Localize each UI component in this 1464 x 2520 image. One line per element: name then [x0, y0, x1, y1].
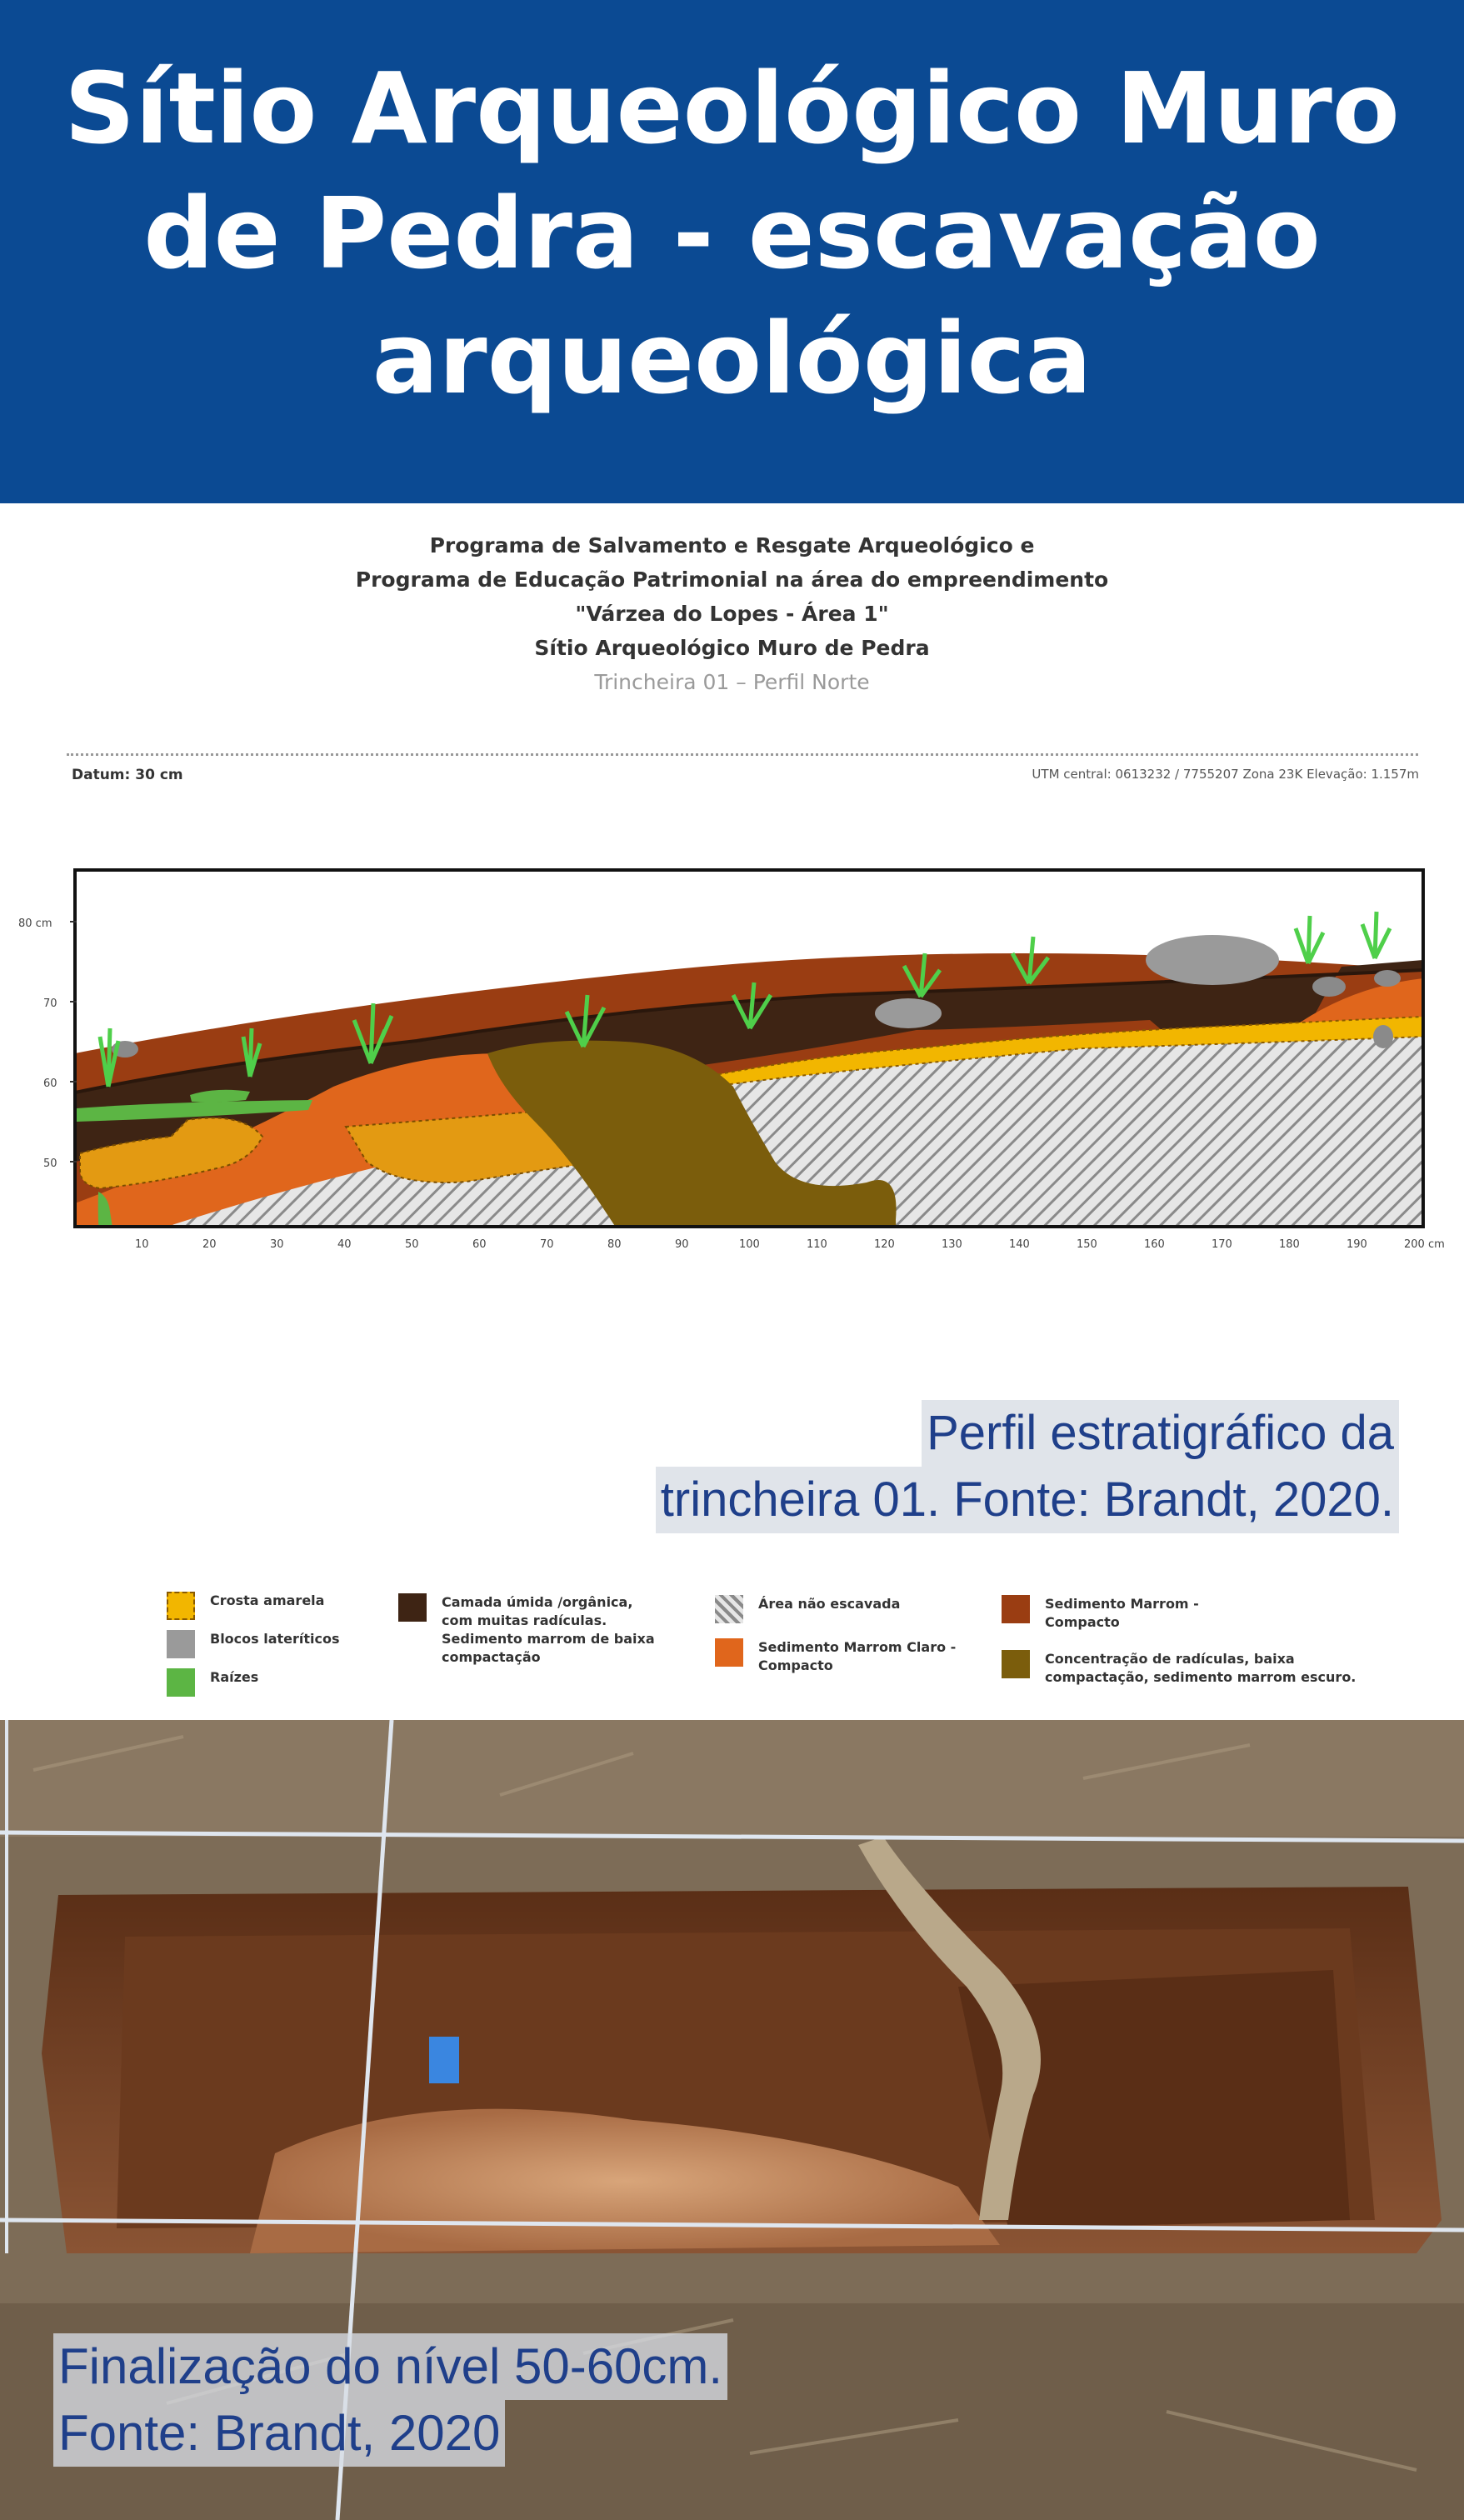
y-tick-label: 80 cm	[18, 918, 52, 930]
x-tick-label: 170	[1212, 1238, 1232, 1251]
x-tick-label: 70	[540, 1238, 554, 1251]
legend-swatch	[715, 1595, 743, 1623]
legend-swatch	[167, 1630, 195, 1658]
profile-caption-line-1: Perfil estratigráfico da	[922, 1400, 1399, 1467]
legend-item	[1002, 1650, 1402, 1687]
title-line-2: de Pedra - escavação	[143, 176, 1321, 291]
datum-label: Datum: 30 cm	[72, 767, 183, 783]
title-line-3: arqueológica	[372, 301, 1092, 416]
legend-swatch	[715, 1638, 743, 1667]
legend-label: Raízes	[210, 1669, 259, 1685]
photo-caption-line-2: Fonte: Brandt, 2020	[53, 2400, 505, 2467]
x-tick-label: 130	[942, 1238, 962, 1251]
legend-label: Camada úmida /orgânica, com muitas radículas. Sedimento marrom de baixa compactação	[442, 1594, 655, 1665]
legend-item	[715, 1638, 973, 1675]
x-tick-label: 10	[135, 1238, 149, 1251]
legend-item	[715, 1595, 973, 1623]
figure-header-line-3: "Várzea do Lopes - Área 1"	[575, 602, 889, 626]
x-tick-label: 30	[270, 1238, 284, 1251]
legend-label: Área não escavada	[758, 1596, 901, 1612]
figure-header-line-1: Programa de Salvamento e Resgate Arqueológico e	[429, 533, 1035, 558]
x-tick-label: 200 cm	[1404, 1238, 1445, 1251]
legend-item	[167, 1592, 383, 1620]
legend-swatch	[1002, 1650, 1030, 1678]
y-tick-label: 60	[43, 1078, 57, 1090]
legend-swatch	[1002, 1595, 1030, 1623]
x-tick-label: 110	[807, 1238, 827, 1251]
photo-caption-line-1: Finalização do nível 50-60cm.	[53, 2333, 727, 2400]
figure-header-line-2: Programa de Educação Patrimonial na área do empreendimento	[355, 568, 1109, 592]
x-tick-label: 190	[1347, 1238, 1367, 1251]
legend-label: Crosta amarela	[210, 1592, 325, 1608]
x-tick-label: 80	[607, 1238, 622, 1251]
x-tick-label: 150	[1077, 1238, 1097, 1251]
title-banner	[0, 0, 1464, 503]
legend-swatch	[167, 1592, 195, 1620]
legend-item	[398, 1593, 665, 1667]
legend-label: Sedimento Marrom - Compacto	[1045, 1596, 1199, 1630]
legend-item	[1002, 1595, 1402, 1632]
x-tick-label: 120	[874, 1238, 895, 1251]
legend-swatch	[398, 1593, 427, 1622]
figure-header-line-4: Sítio Arqueológico Muro de Pedra	[534, 636, 930, 660]
utm-label: UTM central: 0613232 / 7755207 Zona 23K Elevação: 1.157m	[1032, 767, 1419, 782]
x-tick-label: 180	[1279, 1238, 1300, 1251]
x-tick-label: 100	[739, 1238, 760, 1251]
x-tick-label: 40	[337, 1238, 352, 1251]
y-tick-label: 50	[43, 1158, 57, 1170]
title-line-1: Sítio Arqueológico Muro	[64, 51, 1400, 166]
x-tick-label: 20	[202, 1238, 217, 1251]
profile-caption-line-2: trincheira 01. Fonte: Brandt, 2020.	[656, 1467, 1399, 1533]
legend-label: Concentração de radículas, baixa compactação, sedimento marrom escuro.	[1045, 1651, 1357, 1685]
blue-tag	[429, 2037, 459, 2083]
y-tick-label: 70	[43, 998, 57, 1010]
profile-drawing	[0, 503, 1464, 1720]
legend-item	[167, 1668, 383, 1697]
x-axis	[75, 1227, 1445, 1251]
excavation-photo	[0, 1720, 1464, 2520]
x-tick-label: 60	[472, 1238, 487, 1251]
x-tick-label: 160	[1144, 1238, 1165, 1251]
x-tick-label: 140	[1009, 1238, 1030, 1251]
legend-item	[167, 1630, 383, 1658]
x-tick-label: 50	[405, 1238, 419, 1251]
x-tick-label: 90	[675, 1238, 689, 1251]
y-axis	[18, 918, 77, 1170]
stratigraphic-figure	[0, 503, 1464, 1720]
legend-label: Blocos lateríticos	[210, 1631, 340, 1647]
legend-label: Sedimento Marrom Claro - Compacto	[758, 1639, 957, 1673]
figure-subtitle: Trincheira 01 – Perfil Norte	[594, 670, 870, 694]
legend-swatch	[167, 1668, 195, 1697]
